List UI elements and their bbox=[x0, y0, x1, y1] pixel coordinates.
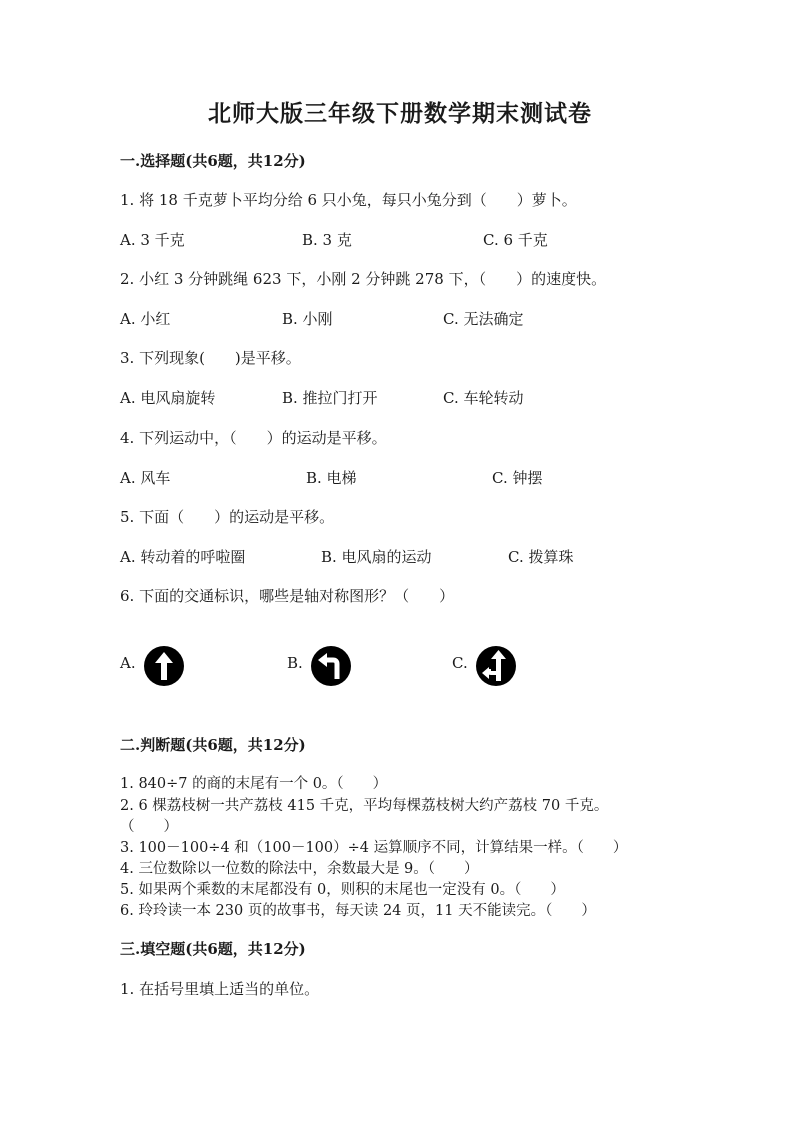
question-6-option-a: A. bbox=[120, 654, 136, 672]
section-heading-choice: 一.选择题(共6题，共12分) bbox=[120, 152, 306, 170]
question-2-option-c: C. 无法确定 bbox=[443, 310, 524, 328]
question-1-stem: 1. 将 18 千克萝卜平均分给 6 只小兔，每只小兔分到（ ）萝卜。 bbox=[120, 191, 577, 209]
question-6-option-b: B. bbox=[287, 654, 303, 672]
judgment-item-3: 3. 100－100÷4 和（100－100）÷4 运算顺序不同，计算结果一样。（ ） bbox=[120, 840, 628, 856]
judgment-item-2-bracket: （ ） bbox=[120, 819, 178, 835]
question-4-option-c: C. 钟摆 bbox=[492, 469, 543, 487]
question-3-option-a: A. 电风扇旋转 bbox=[120, 389, 216, 407]
question-1-option-b: B. 3 克 bbox=[302, 231, 352, 249]
section-heading-judgment: 二.判断题(共6题，共12分) bbox=[120, 736, 306, 754]
straight-ahead-arrow-sign-icon bbox=[143, 645, 185, 687]
question-5-option-a: A. 转动着的呼啦圈 bbox=[120, 548, 246, 566]
question-5-stem: 5. 下面（ ）的运动是平移。 bbox=[120, 508, 335, 526]
section-heading-fill-in: 三.填空题(共6题，共12分) bbox=[120, 940, 306, 958]
question-3-stem: 3. 下列现象( )是平移。 bbox=[120, 349, 301, 367]
question-5-option-b: B. 电风扇的运动 bbox=[321, 548, 432, 566]
question-5-option-c: C. 拨算珠 bbox=[508, 548, 574, 566]
page-title: 北师大版三年级下册数学期末测试卷 bbox=[208, 100, 592, 127]
question-3-option-b: B. 推拉门打开 bbox=[282, 389, 378, 407]
question-4-stem: 4. 下列运动中，（ ）的运动是平移。 bbox=[120, 429, 387, 447]
question-2-option-b: B. 小刚 bbox=[282, 310, 333, 328]
question-4-option-a: A. 风车 bbox=[120, 469, 171, 487]
judgment-item-2: 2. 6 棵荔枝树一共产荔枝 415 千克，平均每棵荔枝树大约产荔枝 70 千克。 bbox=[120, 798, 609, 814]
turn-left-arrow-sign-icon bbox=[310, 645, 352, 687]
judgment-item-5: 5. 如果两个乘数的末尾都没有 0，则积的末尾也一定没有 0。（ ） bbox=[120, 882, 565, 898]
question-3-option-c: C. 车轮转动 bbox=[443, 389, 524, 407]
question-6-stem: 6. 下面的交通标识，哪些是轴对称图形？（ ） bbox=[120, 587, 455, 605]
fill-in-item-1: 1. 在括号里填上适当的单位。 bbox=[120, 980, 320, 998]
judgment-item-4: 4. 三位数除以一位数的除法中，余数最大是 9。（ ） bbox=[120, 861, 479, 877]
question-4-option-b: B. 电梯 bbox=[306, 469, 357, 487]
judgment-item-6: 6. 玲玲读一本 230 页的故事书，每天读 24 页，11 天不能读完。（ ） bbox=[120, 903, 596, 919]
question-2-stem: 2. 小红 3 分钟跳绳 623 下，小刚 2 分钟跳 278 下，（ ）的速度快。 bbox=[120, 270, 607, 288]
question-6-option-c: C. bbox=[452, 654, 468, 672]
straight-or-left-arrow-sign-icon bbox=[475, 645, 517, 687]
question-2-option-a: A. 小红 bbox=[120, 310, 171, 328]
question-1-option-a: A. 3 千克 bbox=[120, 231, 185, 249]
judgment-item-1: 1. 840÷7 的商的末尾有一个 0。（ ） bbox=[120, 776, 388, 792]
question-1-option-c: C. 6 千克 bbox=[483, 231, 548, 249]
